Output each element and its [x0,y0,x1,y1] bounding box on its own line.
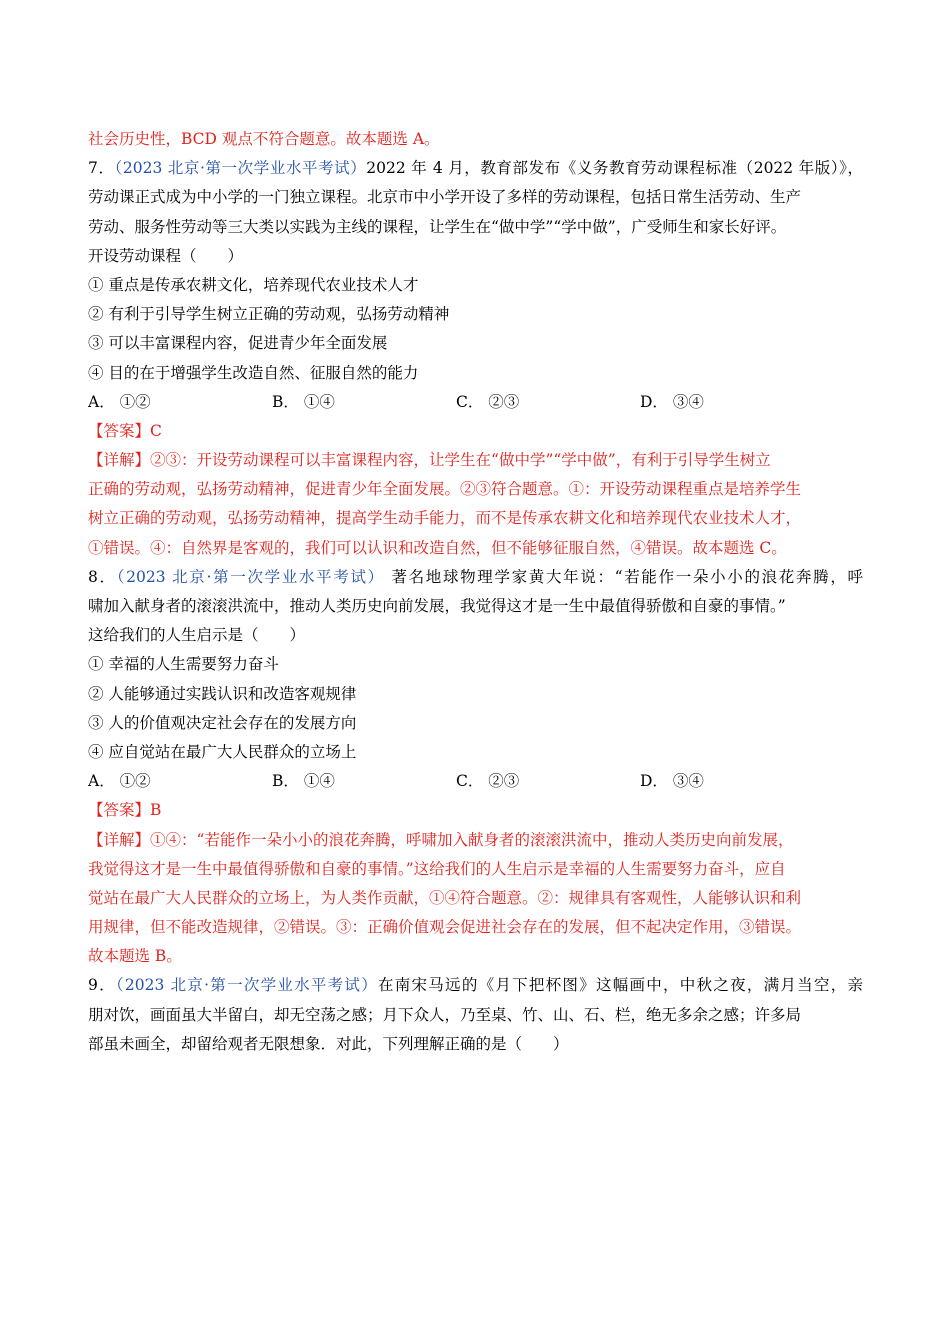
q7-answer-value: C [150,421,162,440]
q8-stem-line-2: 啸加入献身者的滚滚洪流中，推动人类历史向前发展，我觉得这才是一生中最值得骄傲和自豪的事情。” [88,597,786,615]
q8-option-b: B． ①④ [272,772,335,791]
q7-stem-line-1 [88,154,863,183]
q8-detail-text-1: ①④：“若能作一朵小小的浪花奔腾，呼啸加入献身者的滚滚洪流中，推动人类历史向前发展， [150,830,794,849]
q8-option-d: D． ③④ [640,772,704,791]
q7-source: （2023 北京·第一次学业水平考试） [114,159,367,178]
q7-detail-line-1 [88,446,863,475]
q8-detail-label: 【详解】 [88,830,151,849]
q9-stem-line-3: 部虽未画全，却留给观者无限想象．对此，下列理解正确的是（ ） [88,1034,569,1053]
prev-answer-tail: 社会历史性，BCD 观点不符合题意。故本题选 A。 [88,130,440,148]
q8-option-a: A． ①② [88,772,151,791]
q8-detail-line-5: 故本题选 B。 [88,947,182,966]
q7-stem-line-2: 劳动课正式成为中小学的一门独立课程。北京市中小学开设了多样的劳动课程，包括日常生活劳动、生产 [88,188,802,207]
q7-detail-line-2: 正确的劳动观，弘扬劳动精神，促进青少年全面发展。②③符合题意。①：开设劳动课程重点是培养学生 [88,480,802,499]
q8-detail-line-4: 用规律，但不能改造规律，②错误。③：正确价值观会促进社会存在的发展，但不起决定作用，③错误。 [88,918,802,937]
q7-option-d: D． ③④ [640,392,704,411]
q8-detail-line-3: 觉站在最广大人民群众的立场上，为人类作贡献，①④符合题意。②：规律具有客观性，人能够认识和利 [88,888,802,907]
q7-number: 7． [88,159,115,178]
q8-option-c: C． ②③ [456,772,520,791]
q8-item-3: ③ 人的价值观决定社会存在的发展方向 [88,713,357,732]
q7-item-1: ① 重点是传承农耕文化，培养现代农业技术人才 [88,275,419,294]
q8-stem-line-3: 这给我们的人生启示是（ ） [88,626,306,645]
q7-stem-line-3: 劳动、服务性劳动等三大类以实践为主线的课程，让学生在“做中学”“学中做”，广受师生和家长好评。 [88,217,787,236]
q9-source: （2023 北京·第一次学业水平考试） [115,976,378,995]
q8-answer [88,796,863,825]
q8-answer-value: B [150,801,162,820]
q8-answer-label: 【答案】 [88,801,151,820]
q7-option-c: C． ②③ [456,392,520,411]
q7-detail-label: 【详解】 [88,451,151,470]
q7-detail-text-1: ②③：开设劳动课程可以丰富课程内容，让学生在“做中学”“学中做”，有利于引导学生树立 [150,451,771,470]
q7-answer [88,417,863,446]
q9-stem-line-2: 朋对饮，画面虽大半留白，却无空荡之感；月下众人，乃至桌、竹、山、石、栏，绝无多余之感；许多局 [88,1005,802,1024]
q8-detail-line-2: 我觉得这才是一生中最值得骄傲和自豪的事情。”这给我们的人生启示是幸福的人生需要努力奋斗，应自 [88,859,786,878]
q8-item-1: ① 幸福的人生需要努力奋斗 [88,655,279,674]
q7-stem-line-4: 开设劳动课程（ ） [88,246,244,265]
q8-stem-text-1: 著名地球物理学家黄大年说：“若能作一朵小小的浪花奔腾，呼 [384,567,863,586]
q7-item-3: ③ 可以丰富课程内容，促进青少年全面发展 [88,334,388,353]
q9-number: 9． [88,976,116,995]
q8-item-2: ② 人能够通过实践认识和改造客观规律 [88,684,357,703]
q7-item-4: ④ 目的在于增强学生改造自然、征服自然的能力 [88,363,419,382]
document-page [88,125,863,1059]
q7-option-a: A． ①② [88,392,151,411]
q8-detail-line-1 [88,826,863,855]
q8-stem-line-1 [88,563,863,592]
q7-options [88,388,863,417]
q8-source: （2023 北京·第一次学业水平考试） [116,567,385,586]
q7-answer-label: 【答案】 [88,421,151,440]
q7-stem-text-1: 2022 年 4 月，教育部发布《义务教育劳动课程标准（2022 年版）》， [366,159,863,178]
q7-detail-line-4: ①错误。④：自然界是客观的，我们可以认识和改造自然，但不能够征服自然，④错误。故本题选 C。 [88,538,787,557]
q9-stem-text-1: 在南宋马远的《月下把杯图》这幅画中，中秋之夜，满月当空，亲 [377,976,863,995]
q8-number: 8． [88,567,117,586]
q8-item-4: ④ 应自觉站在最广大人民群众的立场上 [88,742,357,761]
q9-stem-line-1 [88,971,863,1000]
q7-item-2: ② 有利于引导学生树立正确的劳动观，弘扬劳动精神 [88,305,450,324]
q7-detail-line-3: 树立正确的劳动观，弘扬劳动精神，提高学生动手能力，而不是传承农耕文化和培养现代农业技术人才， [88,509,802,528]
q7-option-b: B． ①④ [272,392,335,411]
q8-options [88,767,863,796]
